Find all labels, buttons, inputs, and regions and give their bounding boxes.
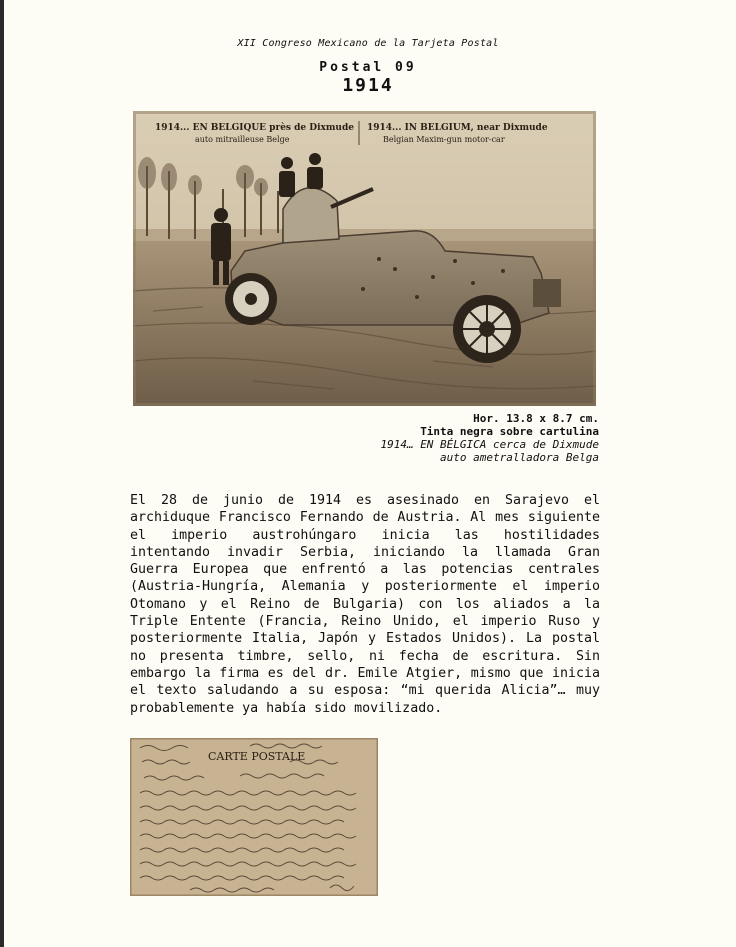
caption-title-line2: auto ametralladora Belga — [440, 451, 599, 464]
body-paragraph: El 28 de junio de 1914 es asesinado en Sarajevo el archiduque Francisco Fernando de Austria. Al mes siguiente el imperio austrohúngaro inicia las hostilidades intentando invadir Serbia, iniciando la llamada Gran Guerra Europea que enfrentó a las potencias centrales (Austria-Hungría, Alemania y posteriormente el imperio Otomano y el Reino de Bulgaria) con los aliados a la Triple Entente (Francia, Reino Unido, el imperio Ruso y posteriormente Italia, Japón y Estados Unidos). La postal no presenta timbre, sello, ni fecha de escritura. Sin embargo la firma es del dr. Emile Atgier, mismo que inicia el texto saludando a su esposa: “mi querida Alicia”… muy probablemente ya había sido movilizado. — [130, 493, 600, 716]
caption-size: Hor. 13.8 x 8.7 cm. — [473, 412, 599, 425]
postcard-caption-en-1: 1914... IN BELGIUM, near Dixmude — [367, 123, 548, 133]
postal-number: Postal 09 — [319, 60, 417, 75]
postcard-front-photo — [133, 111, 596, 406]
reverse-heading: CARTE POSTALE — [208, 750, 306, 763]
caption-medium: Tinta negra sobre cartulina — [420, 425, 599, 438]
postcard-caption-fr-2: auto mitrailleuse Belge — [195, 135, 290, 144]
year-heading: 1914 — [342, 75, 394, 96]
page-left-border — [0, 0, 4, 947]
image-caption — [380, 412, 599, 464]
postcard-caption-en-2: Belgian Maxim-gun motor-car — [383, 135, 505, 144]
congress-title: XII Congreso Mexicano de la Tarjeta Postal — [237, 38, 499, 49]
postcard-caption-fr-1: 1914... EN BELGIQUE près de Dixmude — [155, 123, 354, 133]
caption-title-line1: 1914… EN BÉLGICA cerca de Dixmude — [380, 438, 599, 451]
postcard-reverse-handwriting — [130, 738, 378, 896]
